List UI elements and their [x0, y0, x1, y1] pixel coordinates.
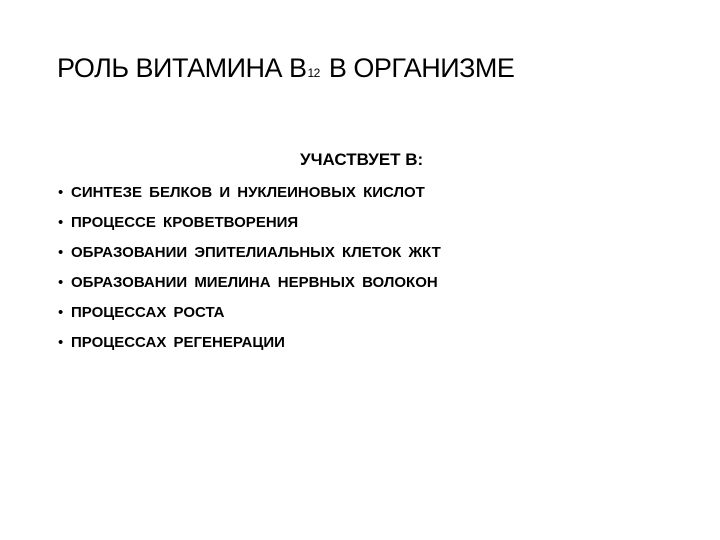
- title-subscript: 12: [307, 66, 320, 80]
- title-main: РОЛЬ ВИТАМИНА В: [57, 53, 307, 83]
- title-rest: В ОРГАНИЗМЕ: [328, 53, 515, 83]
- bullet-icon: •: [58, 184, 64, 201]
- list-item-text: ПРОЦЕССЕ КРОВЕТВОРЕНИЯ: [71, 214, 299, 231]
- list-item-text: ПРОЦЕССАХ РОСТА: [71, 304, 225, 321]
- list-item: [58, 298, 441, 328]
- bullet-icon: •: [58, 274, 64, 291]
- bullet-icon: •: [58, 244, 64, 261]
- list-item: [58, 208, 441, 238]
- list-item: [58, 178, 441, 208]
- list-item-text: ОБРАЗОВАНИИ ЭПИТЕЛИАЛЬНЫХ КЛЕТОК ЖКТ: [71, 244, 441, 261]
- bullet-icon: •: [58, 304, 64, 321]
- list-item-text: ОБРАЗОВАНИИ МИЕЛИНА НЕРВНЫХ ВОЛОКОН: [71, 274, 438, 291]
- list-item: [58, 238, 441, 268]
- bullet-icon: •: [58, 214, 64, 231]
- bullet-icon: •: [58, 334, 64, 351]
- slide-subheading: УЧАСТВУЕТ В:: [300, 150, 424, 169]
- slide-title: [57, 48, 514, 93]
- list-item-text: СИНТЕЗЕ БЕЛКОВ И НУКЛЕИНОВЫХ КИСЛОТ: [71, 184, 425, 201]
- list-item-text: ПРОЦЕССАХ РЕГЕНЕРАЦИИ: [71, 334, 285, 351]
- list-item: [58, 328, 441, 358]
- list-item: [58, 268, 441, 298]
- bullet-list: [58, 178, 441, 358]
